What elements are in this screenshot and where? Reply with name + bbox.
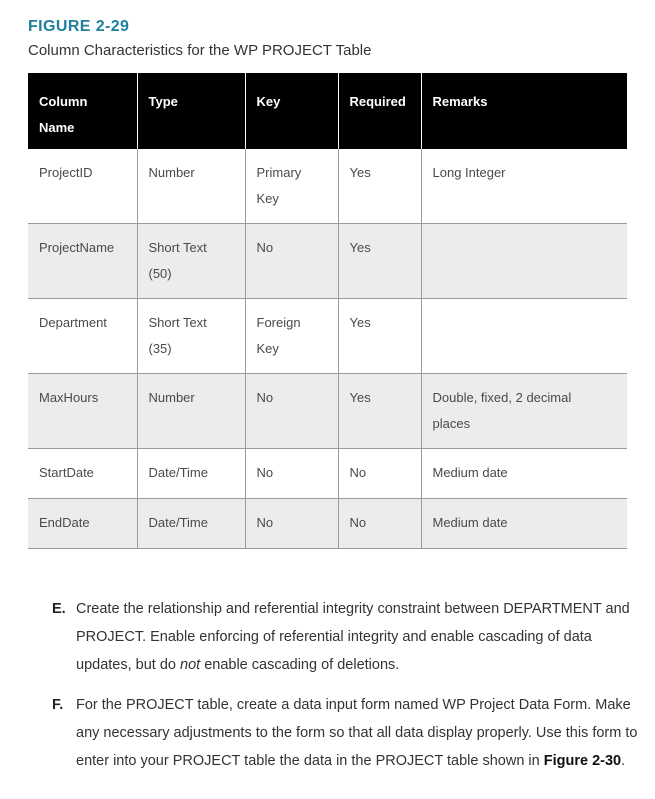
header-column-name: Column Name	[28, 73, 137, 149]
cell-remarks: Medium date	[421, 449, 627, 499]
step-e-letter: E.	[52, 601, 66, 617]
step-e-emphasis: not	[180, 657, 201, 673]
cell-key: Primary Key	[245, 149, 338, 224]
header-key: Key	[245, 73, 338, 149]
cell-key: No	[245, 449, 338, 499]
step-e	[52, 595, 642, 679]
cell-key: No	[245, 499, 338, 549]
cell-remarks: Long Integer	[421, 149, 627, 224]
cell-key: No	[245, 374, 338, 449]
table-row	[28, 149, 627, 224]
header-type: Type	[137, 73, 245, 149]
cell-column-name: ProjectName	[28, 224, 137, 299]
table-row	[28, 374, 627, 449]
cell-remarks	[421, 224, 627, 299]
cell-required: No	[338, 499, 421, 549]
step-e-part2: enable cascading of deletions.	[200, 657, 400, 673]
cell-key: No	[245, 224, 338, 299]
cell-column-name: StartDate	[28, 449, 137, 499]
step-f-text	[76, 691, 642, 775]
step-f-letter: F.	[52, 697, 64, 713]
step-f-part1: For the PROJECT table, create a data input form named WP Project Data Form. Make any necessary adjustments to the form so that all data display properly. Use this form to enter into your PROJECT table the data in the PROJECT table shown in	[76, 697, 638, 769]
cell-type: Short Text (50)	[137, 224, 245, 299]
figure-reference: Figure 2-30	[543, 753, 622, 769]
cell-required: Yes	[338, 299, 421, 374]
figure-label: FIGURE 2-29	[28, 18, 130, 35]
cell-required: No	[338, 449, 421, 499]
cell-type: Number	[137, 149, 245, 224]
cell-column-name: EndDate	[28, 499, 137, 549]
header-required: Required	[338, 73, 421, 149]
cell-required: Yes	[338, 374, 421, 449]
cell-type: Short Text (35)	[137, 299, 245, 374]
cell-column-name: MaxHours	[28, 374, 137, 449]
cell-column-name: ProjectID	[28, 149, 137, 224]
cell-type: Number	[137, 374, 245, 449]
figure-title: Column Characteristics for the WP PROJECT Table	[28, 42, 372, 59]
cell-column-name: Department	[28, 299, 137, 374]
cell-remarks	[421, 299, 627, 374]
cell-type: Date/Time	[137, 449, 245, 499]
table-row	[28, 449, 627, 499]
table-row	[28, 224, 627, 299]
table-row	[28, 499, 627, 549]
step-f	[52, 691, 642, 775]
cell-remarks: Medium date	[421, 499, 627, 549]
table-header-row	[28, 73, 627, 149]
cell-type: Date/Time	[137, 499, 245, 549]
cell-remarks: Double, fixed, 2 decimal places	[421, 374, 627, 449]
step-e-part1: Create the relationship and referential integrity constraint between DEPARTMENT and PROJECT. Enable enforcing of referential integrity and enable cascading of data updates, but do	[76, 601, 630, 673]
step-f-part2: .	[621, 753, 626, 769]
exercise-steps	[52, 595, 642, 787]
table-row	[28, 299, 627, 374]
cell-required: Yes	[338, 149, 421, 224]
step-e-text	[76, 595, 642, 679]
column-characteristics-table	[28, 73, 627, 549]
cell-required: Yes	[338, 224, 421, 299]
header-remarks: Remarks	[421, 73, 627, 149]
cell-key: Foreign Key	[245, 299, 338, 374]
